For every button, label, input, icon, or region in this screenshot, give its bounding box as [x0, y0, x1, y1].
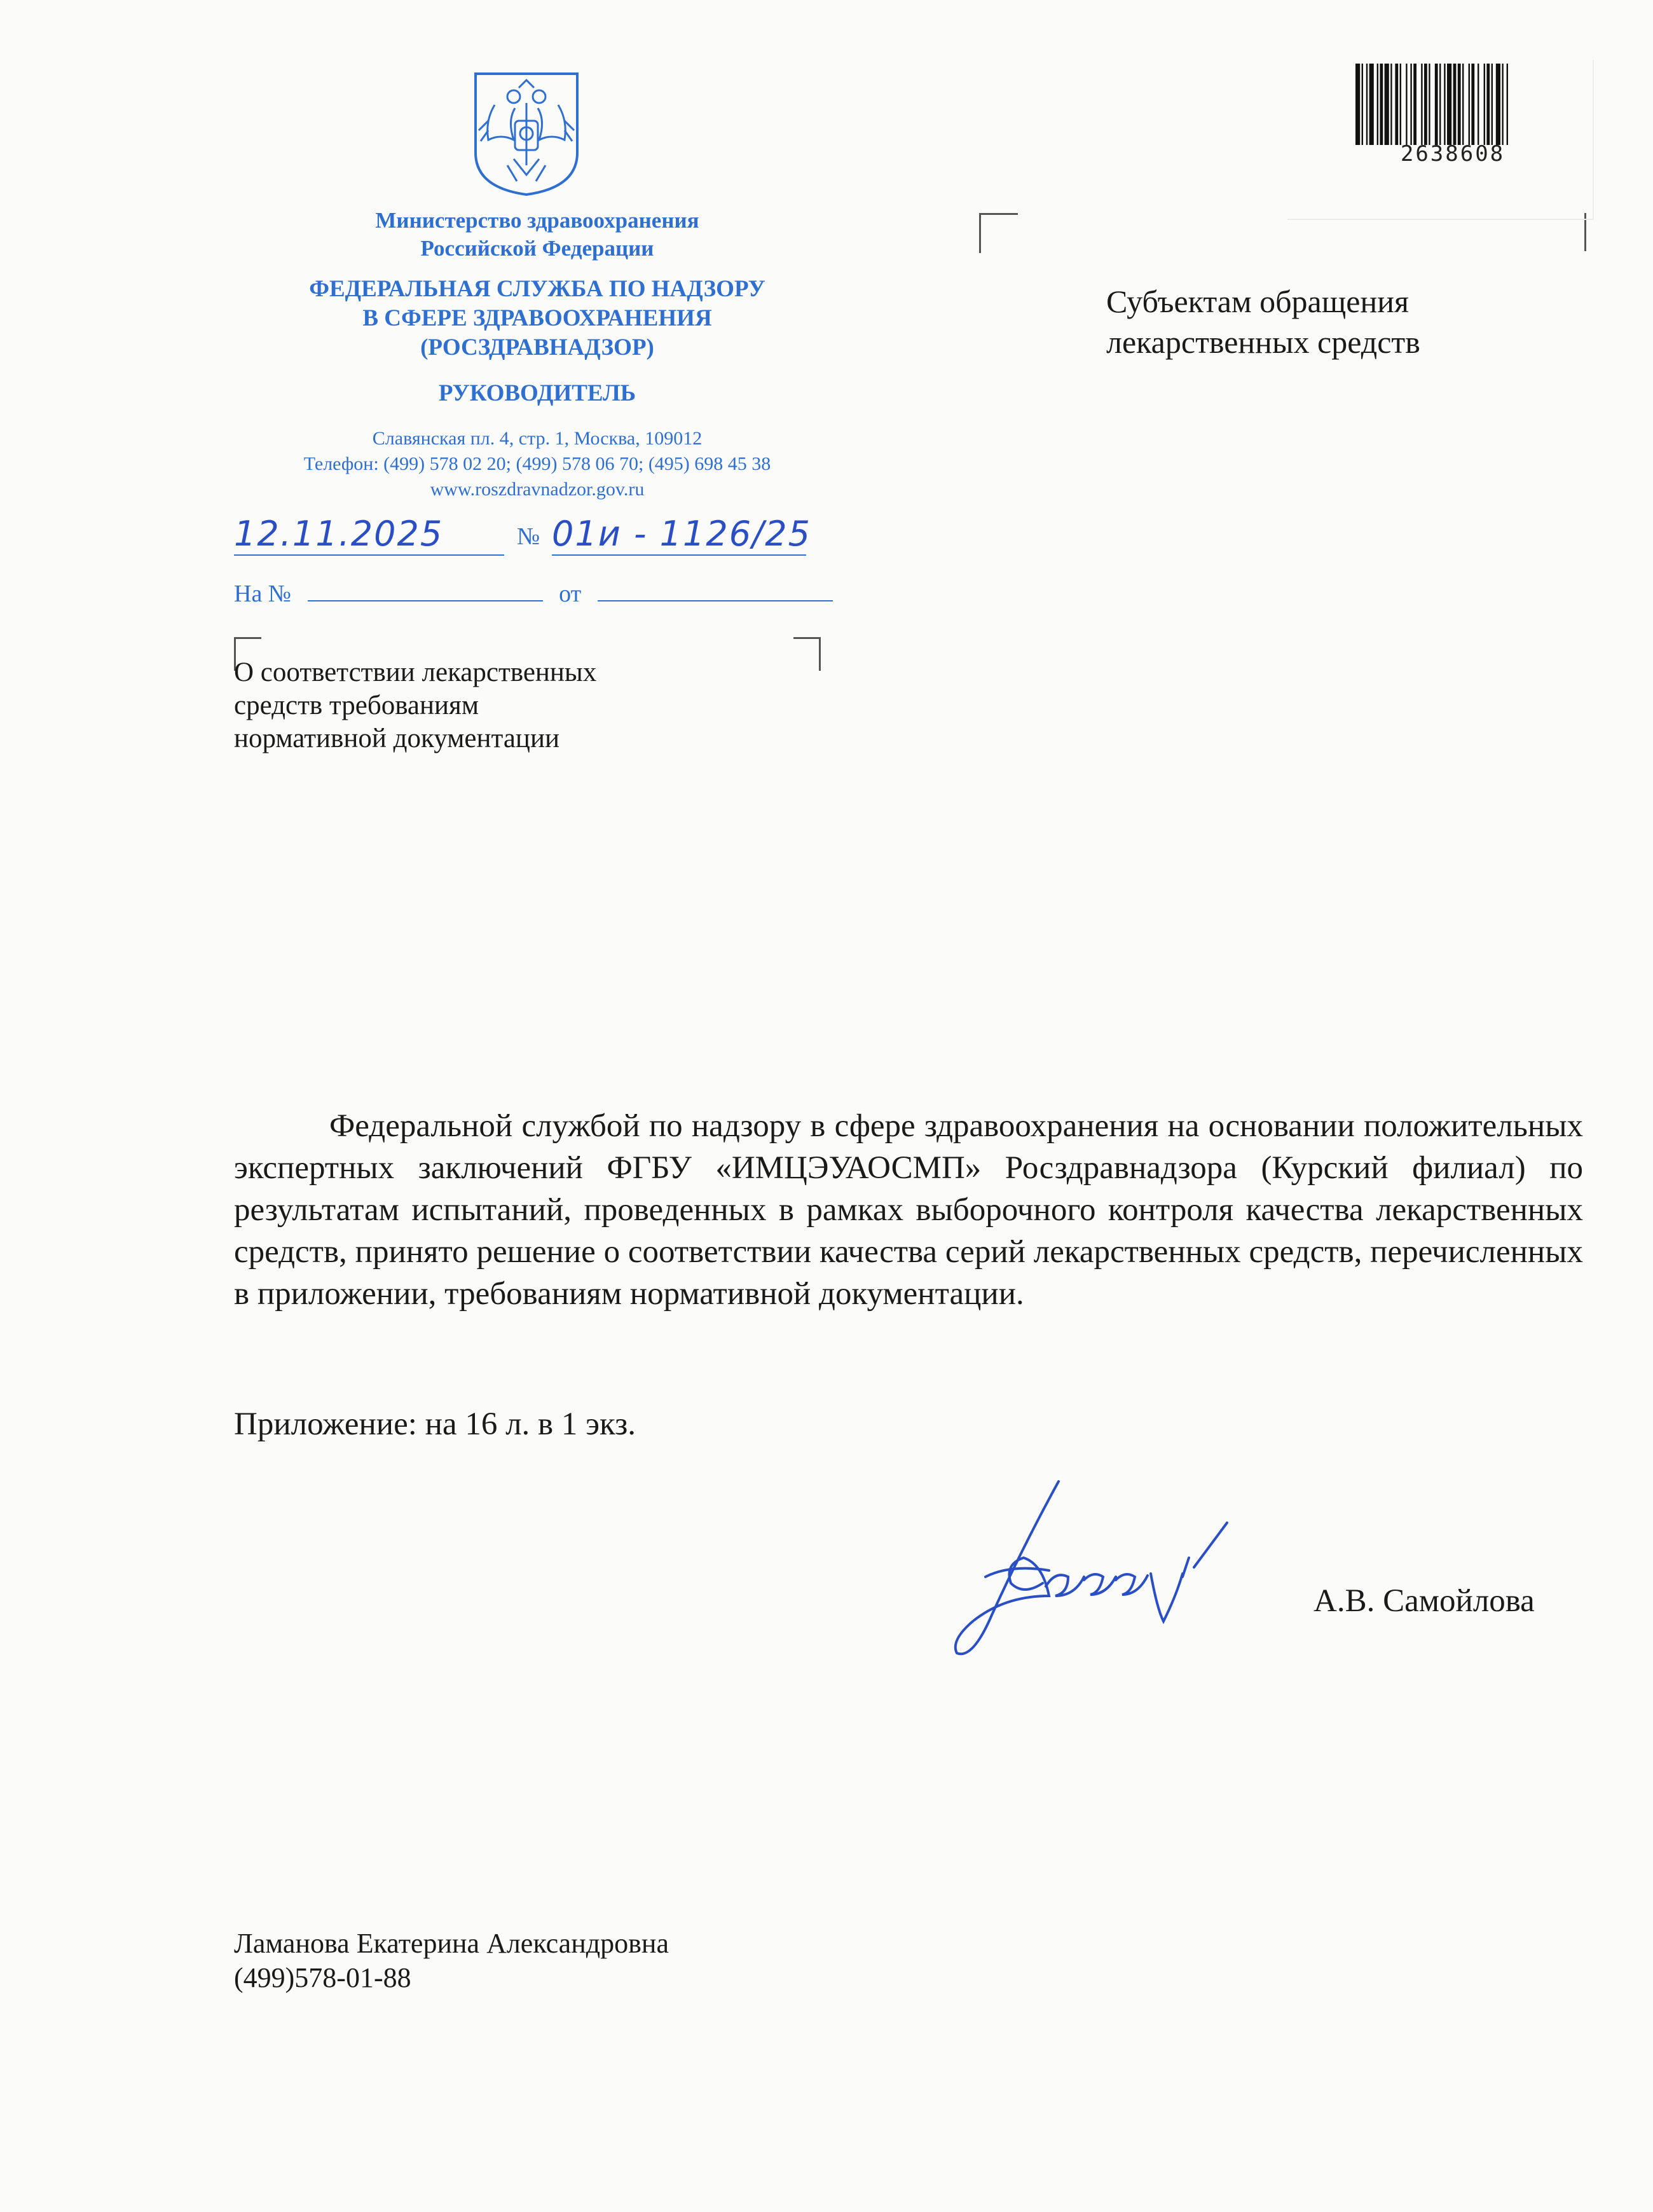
reference-number-blank	[308, 581, 543, 601]
executor-phone: (499)578-01-88	[234, 1962, 411, 1993]
handwritten-signature-icon	[947, 1469, 1303, 1672]
russian-coat-of-arms-icon	[469, 70, 584, 197]
contact-block	[210, 426, 865, 502]
barcode-bar	[1458, 64, 1461, 145]
barcode-bar	[1380, 64, 1383, 145]
barcode-bar	[1471, 64, 1474, 145]
service-name	[210, 275, 865, 362]
subject-line-2: средств требованиям	[234, 690, 479, 720]
addressee-corner-left	[979, 213, 1018, 253]
barcode-bar	[1400, 64, 1401, 145]
barcode-bar	[1469, 64, 1470, 145]
barcode-bar	[1385, 64, 1389, 145]
subject-corner-right	[793, 637, 821, 671]
addressee-line-1: Субъектам обращения	[1106, 284, 1409, 319]
barcode-bar	[1424, 64, 1427, 145]
barcode-bar	[1395, 64, 1398, 145]
barcode-bar	[1355, 64, 1360, 145]
body-text: Федеральной службой по надзору в сфере здравоохранения на основании положительных экспертных заключений ФГБУ «ИМЦЭУАОСМП» Росздравнадзора (Курский филиал) по результатам испытаний, проведенных в рамках выборочного контроля качества лекарственных средств, принято решение о соответствии качества серий лекарственных средств, перечисленных в приложении, требованиям нормативной документации.	[234, 1108, 1583, 1312]
barcode-bar	[1478, 64, 1479, 145]
barcode-bar	[1377, 64, 1378, 145]
barcode-bar	[1421, 64, 1422, 145]
subject-line-3: нормативной документации	[234, 724, 559, 753]
barcode-bar	[1453, 64, 1457, 145]
barcode-bar	[1390, 64, 1392, 145]
barcode-bar	[1462, 64, 1464, 145]
service-line-1: ФЕДЕРАЛЬНАЯ СЛУЖБА ПО НАДЗОРУ	[309, 276, 765, 302]
executor-info	[234, 1927, 669, 1995]
letter-subject	[234, 656, 596, 755]
barcode-bar	[1406, 64, 1407, 145]
barcode-bar	[1486, 64, 1490, 145]
subject-line-1: О соответствии лекарственных	[234, 657, 597, 687]
role-title: РУКОВОДИТЕЛЬ	[438, 380, 636, 406]
addressee-line-2: лекарственных средств	[1106, 324, 1420, 360]
reference-number-label: На №	[234, 580, 292, 607]
date-underline	[234, 554, 504, 556]
number-label: №	[517, 523, 540, 550]
addressee	[1106, 281, 1420, 362]
barcode-bar	[1366, 64, 1368, 145]
reference-date-blank	[598, 581, 833, 601]
barcode-bar	[1444, 64, 1445, 145]
address: Славянская пл. 4, стр. 1, Москва, 109012	[372, 428, 703, 449]
barcode-bar	[1502, 64, 1503, 145]
ministry-name	[210, 207, 865, 263]
registration-date: 12.11.2025	[234, 514, 444, 554]
reference-line	[234, 580, 833, 608]
barcode-bar	[1435, 64, 1438, 145]
barcode-bar	[1369, 64, 1374, 145]
appendix-note: Приложение: на 16 л. в 1 экз.	[234, 1406, 636, 1442]
ministry-line-1: Министерство здравоохранения	[375, 208, 699, 233]
barcode-bar	[1439, 64, 1441, 145]
barcode-bar	[1362, 64, 1363, 145]
barcode-bar	[1413, 64, 1416, 145]
barcode-number: 2638608	[1400, 141, 1506, 167]
barcode-bar	[1484, 64, 1485, 145]
body-paragraph	[234, 1105, 1583, 1315]
barcode-bar	[1447, 64, 1451, 145]
barcode-bar	[1410, 64, 1411, 145]
barcode-bar	[1492, 64, 1493, 145]
barcode-bar	[1496, 64, 1500, 145]
barcode-icon	[1353, 64, 1563, 145]
reference-date-label: от	[559, 580, 582, 607]
ministry-line-2: Российской Федерации	[420, 236, 654, 261]
service-line-2: В СФЕРЕ ЗДРАВООХРАНЕНИЯ	[362, 305, 712, 331]
barcode-bar	[1507, 64, 1508, 145]
registration-line	[234, 509, 902, 566]
website: www.roszdravnadzor.gov.ru	[430, 479, 645, 500]
service-line-3: (РОСЗДРАВНАДЗОР)	[420, 334, 654, 361]
barcode-bar	[1429, 64, 1430, 145]
signer-name: А.В. Самойлова	[1313, 1583, 1535, 1619]
registration-number: 01и - 1126/25	[552, 514, 811, 554]
number-underline	[552, 554, 806, 556]
executor-name: Ламанова Екатерина Александровна	[234, 1928, 669, 1959]
phone-numbers: Телефон: (499) 578 02 20; (499) 578 06 70; (495) 698 45 38	[303, 453, 771, 474]
